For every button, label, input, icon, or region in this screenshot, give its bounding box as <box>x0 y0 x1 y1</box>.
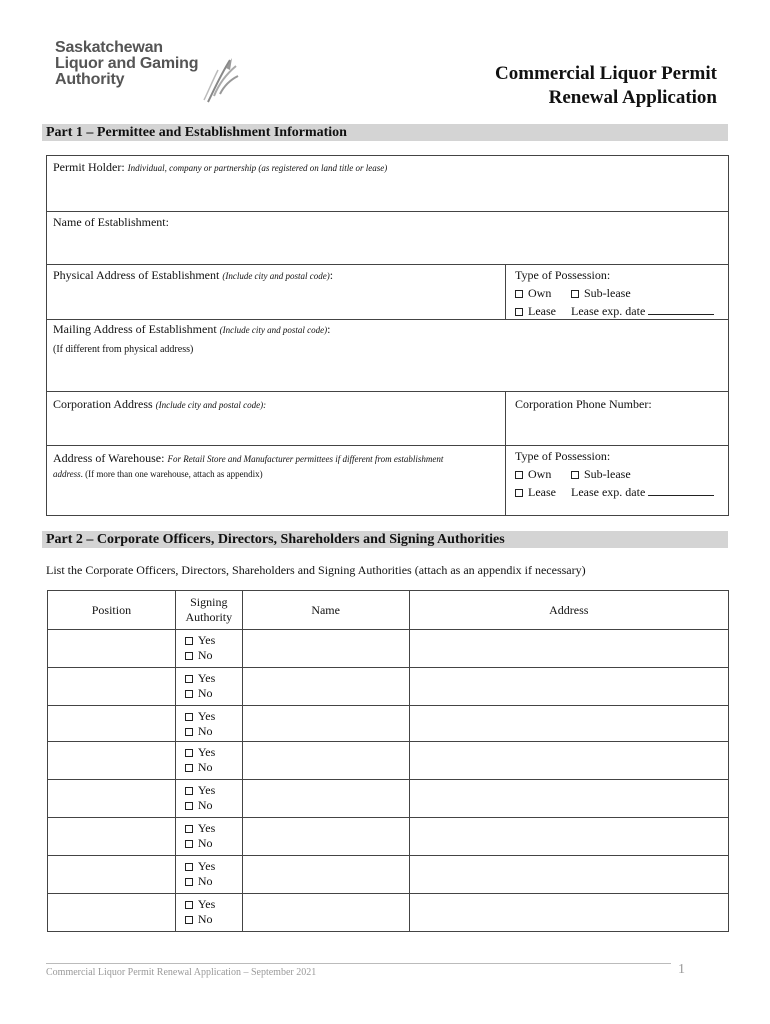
yes-label: Yes <box>197 897 216 911</box>
signing-authority-cell <box>175 818 242 856</box>
own-label: Own <box>528 467 552 481</box>
yes-option <box>185 897 242 912</box>
warehouse-note-line2 <box>53 466 263 482</box>
possession-label: Type of Possession: <box>515 268 611 282</box>
column-header-address: Address <box>409 591 728 630</box>
own-checkbox[interactable] <box>515 471 523 479</box>
name-cell[interactable] <box>242 818 409 856</box>
logo-line-3: Authority <box>55 71 125 88</box>
no-label: No <box>197 724 213 738</box>
yes-checkbox[interactable] <box>185 787 193 795</box>
yes-label: Yes <box>197 709 216 723</box>
yes-checkbox[interactable] <box>185 901 193 909</box>
possession-sublease-row <box>571 286 631 301</box>
position-cell[interactable] <box>48 894 176 932</box>
divider <box>46 264 729 265</box>
address-cell[interactable] <box>409 780 728 818</box>
yes-option <box>185 821 242 836</box>
yes-checkbox[interactable] <box>185 863 193 871</box>
address-cell[interactable] <box>409 630 728 668</box>
address-cell[interactable] <box>409 668 728 706</box>
corp-address-label: Corporation Address <box>53 397 153 411</box>
footer-text: Commercial Liquor Permit Renewal Application – September 2021 <box>46 967 317 978</box>
yes-checkbox[interactable] <box>185 675 193 683</box>
lease-exp-row <box>571 304 714 319</box>
divider <box>46 445 729 446</box>
permit-holder-label: Permit Holder: <box>53 160 125 174</box>
name-cell[interactable] <box>242 894 409 932</box>
sublease-checkbox[interactable] <box>571 471 579 479</box>
no-option <box>185 798 242 813</box>
signing-authority-cell <box>175 630 242 668</box>
permit-holder-note: Individual, company or partnership (as registered on land title or lease) <box>127 163 388 173</box>
no-checkbox[interactable] <box>185 764 193 772</box>
no-checkbox[interactable] <box>185 878 193 886</box>
yes-option <box>185 783 242 798</box>
divider <box>505 264 506 319</box>
table-row <box>48 706 729 742</box>
corp-address-field[interactable] <box>53 397 266 413</box>
signing-authority-cell <box>175 856 242 894</box>
divider <box>46 391 729 392</box>
document-title <box>495 62 717 110</box>
physical-address-label: Physical Address of Establishment <box>53 268 220 282</box>
corp-address-note: (Include city and postal code): <box>155 400 267 410</box>
address-cell[interactable] <box>409 742 728 780</box>
yes-label: Yes <box>197 745 216 759</box>
no-option <box>185 874 242 889</box>
officers-table <box>47 590 729 932</box>
footer-divider <box>46 963 671 964</box>
establishment-name-field[interactable] <box>53 215 169 230</box>
table-row <box>48 818 729 856</box>
no-checkbox[interactable] <box>185 840 193 848</box>
table-row <box>48 668 729 706</box>
lease-exp-field[interactable] <box>648 304 714 315</box>
signing-authority-cell <box>175 894 242 932</box>
yes-option <box>185 745 242 760</box>
part1-heading: Part 1 – Permittee and Establishment Information <box>42 124 728 141</box>
warehouse-label: Address of Warehouse: <box>53 451 165 465</box>
physical-address-field[interactable] <box>53 268 333 284</box>
corp-phone-field[interactable]: Corporation Phone Number: <box>515 397 652 411</box>
sublease-label: Sub-lease <box>584 467 631 481</box>
table-row <box>48 630 729 668</box>
no-option <box>185 648 242 663</box>
yes-checkbox[interactable] <box>185 637 193 645</box>
yes-label: Yes <box>197 859 216 873</box>
column-header-name: Name <box>242 591 409 630</box>
warehouse-own-row <box>515 467 551 482</box>
slga-logo <box>55 40 245 105</box>
yes-label: Yes <box>197 783 216 797</box>
signing-authority-cell <box>175 706 242 742</box>
permit-holder-field[interactable] <box>53 160 387 176</box>
no-label: No <box>197 912 213 926</box>
address-cell[interactable] <box>409 856 728 894</box>
yes-label: Yes <box>197 671 216 685</box>
no-checkbox[interactable] <box>185 652 193 660</box>
own-checkbox[interactable] <box>515 290 523 298</box>
title-line-1: Commercial Liquor Permit <box>495 63 717 84</box>
signing-authority-cell <box>175 742 242 780</box>
title-line-2: Renewal Application <box>548 87 717 108</box>
no-label: No <box>197 760 213 774</box>
possession-own-row <box>515 286 551 301</box>
wheat-icon <box>200 56 240 104</box>
lease-exp-label: Lease exp. date <box>571 485 646 499</box>
no-option <box>185 686 242 701</box>
warehouse-note: address <box>53 469 81 479</box>
divider <box>46 211 729 212</box>
name-cell[interactable] <box>242 742 409 780</box>
name-cell[interactable] <box>242 630 409 668</box>
table-row <box>48 894 729 932</box>
address-cell[interactable] <box>409 818 728 856</box>
mailing-address-hint: (If different from physical address) <box>53 344 194 355</box>
position-cell[interactable] <box>48 780 176 818</box>
part2-intro: List the Corporate Officers, Directors, Shareholders and Signing Authorities (attach as an appendix if necessary) <box>46 563 586 577</box>
no-option <box>185 760 242 775</box>
column-header-position: Position <box>48 591 176 630</box>
sublease-checkbox[interactable] <box>571 290 579 298</box>
divider <box>46 319 729 320</box>
name-cell[interactable] <box>242 668 409 706</box>
no-checkbox[interactable] <box>185 728 193 736</box>
no-label: No <box>197 874 213 888</box>
own-label: Own <box>528 286 552 300</box>
mailing-address-field[interactable] <box>53 322 330 338</box>
table-header-row <box>48 591 729 630</box>
no-label: No <box>197 648 213 662</box>
yes-checkbox[interactable] <box>185 749 193 757</box>
column-header-signing-authority <box>175 591 242 630</box>
part2-heading: Part 2 – Corporate Officers, Directors, Shareholders and Signing Authorities <box>42 531 728 548</box>
mailing-address-note: (Include city and postal code) <box>219 325 328 335</box>
position-cell[interactable] <box>48 856 176 894</box>
yes-option <box>185 671 242 686</box>
name-cell[interactable] <box>242 706 409 742</box>
yes-option <box>185 859 242 874</box>
no-label: No <box>197 836 213 850</box>
sublease-label: Sub-lease <box>584 286 631 300</box>
no-option <box>185 836 242 851</box>
position-cell[interactable] <box>48 630 176 668</box>
lease-checkbox[interactable] <box>515 489 523 497</box>
possession-lease-row <box>515 304 556 319</box>
signing-authority-cell <box>175 780 242 818</box>
warehouse-note: . (If more than one warehouse, attach as appendix) <box>80 469 263 479</box>
yes-checkbox[interactable] <box>185 713 193 721</box>
position-cell[interactable] <box>48 706 176 742</box>
physical-address-note: (Include city and postal code) <box>222 271 330 281</box>
signing-authority-cell <box>175 668 242 706</box>
no-checkbox[interactable] <box>185 690 193 698</box>
lease-exp-field[interactable] <box>648 485 714 496</box>
colon: : <box>329 268 334 282</box>
no-checkbox[interactable] <box>185 916 193 924</box>
lease-checkbox[interactable] <box>515 308 523 316</box>
establishment-name-label: Name of Establishment: <box>53 215 169 229</box>
warehouse-field[interactable] <box>53 451 443 467</box>
logo-line-1: Saskatchewan <box>55 39 163 56</box>
position-cell[interactable] <box>48 668 176 706</box>
mailing-address-label: Mailing Address of Establishment <box>53 322 217 336</box>
yes-checkbox[interactable] <box>185 825 193 833</box>
address-cell[interactable] <box>409 706 728 742</box>
table-row <box>48 742 729 780</box>
no-label: No <box>197 798 213 812</box>
warehouse-lease-exp-row <box>571 485 714 500</box>
no-option <box>185 724 242 739</box>
yes-option <box>185 709 242 724</box>
warehouse-sublease-row <box>571 467 631 482</box>
name-cell[interactable] <box>242 856 409 894</box>
colon: : <box>327 322 331 336</box>
lease-label: Lease <box>528 485 556 499</box>
lease-exp-label: Lease exp. date <box>571 304 646 318</box>
yes-label: Yes <box>197 633 216 647</box>
no-option <box>185 912 242 927</box>
signing-line-1: Signing <box>190 595 228 609</box>
yes-label: Yes <box>197 821 216 835</box>
no-label: No <box>197 686 213 700</box>
warehouse-possession-label: Type of Possession: <box>515 449 611 463</box>
no-checkbox[interactable] <box>185 802 193 810</box>
warehouse-lease-row <box>515 485 556 500</box>
table-row <box>48 856 729 894</box>
divider <box>505 391 506 516</box>
position-cell[interactable] <box>48 742 176 780</box>
page-number: 1 <box>678 962 685 977</box>
address-cell[interactable] <box>409 894 728 932</box>
logo-line-2: Liquor and Gaming <box>55 55 199 72</box>
signing-line-2: Authority <box>185 610 233 624</box>
position-cell[interactable] <box>48 818 176 856</box>
table-row <box>48 780 729 818</box>
lease-label: Lease <box>528 304 556 318</box>
warehouse-note: For Retail Store and Manufacturer permittees if different from establishment <box>167 454 444 464</box>
name-cell[interactable] <box>242 780 409 818</box>
yes-option <box>185 633 242 648</box>
